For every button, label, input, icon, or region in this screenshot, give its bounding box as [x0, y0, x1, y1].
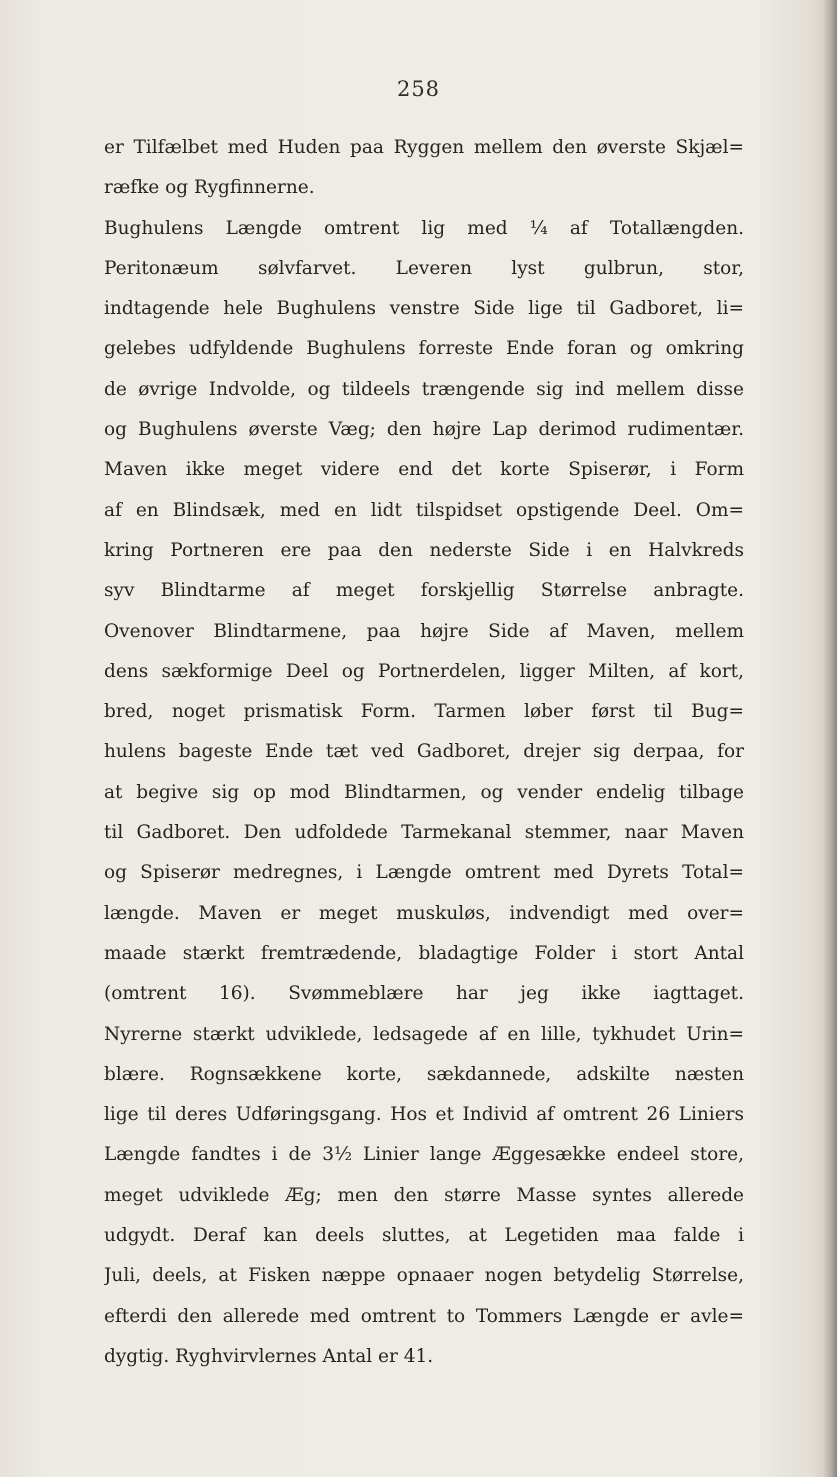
- text-line: er Tilfælbet med Huden paa Ryggen mellem den øverste Skjæl=: [104, 137, 744, 158]
- text-line: bred, noget prismatisk Form. Tarmen løber først til Bug=: [104, 701, 744, 723]
- text-line: gelebes udfyldende Bughulens forreste Ende foran og omkring: [104, 338, 744, 360]
- text-line: længde. Maven er meget muskuløs, indvendigt med over=: [104, 902, 744, 924]
- text-line: ræfke og Rygfinnerne.: [104, 177, 315, 199]
- text-line: dygtig. Ryghvirvlernes Antal er 41.: [104, 1345, 434, 1367]
- text-line: og Spiserør medregnes, i Længde omtrent med Dyrets Total=: [104, 862, 744, 884]
- text-line: kring Portneren ere paa den nederste Side i en Halvkreds: [104, 539, 744, 561]
- text-line: lige til deres Udføringsgang. Hos et Individ af omtrent 26 Liniers: [104, 1104, 744, 1126]
- text-line: syv Blindtarme af meget forskjellig Størrelse anbragte.: [104, 580, 744, 602]
- text-line: Bughulens Længde omtrent lig med ¼ af Totallængden.: [104, 217, 744, 239]
- text-line: Nyrerne stærkt udviklede, ledsagede af en lille, tykhudet Urin=: [104, 1023, 744, 1045]
- text-line: udgydt. Deraf kan deels sluttes, at Legetiden maa falde i: [104, 1225, 744, 1247]
- text-line: og Bughulens øverste Væg; den højre Lap derimod rudimentær.: [104, 419, 744, 441]
- text-line: Maven ikke meget videre end det korte Spiserør, i Form: [104, 459, 744, 481]
- text-line: hulens bageste Ende tæt ved Gadboret, drejer sig derpaa, for: [104, 741, 744, 763]
- page-number: 258: [396, 77, 441, 101]
- text-line: til Gadboret. Den udfoldede Tarmekanal stemmer, naar Maven: [104, 822, 744, 844]
- text-line: Peritonæum sølvfarvet. Leveren lyst gulbrun, stor,: [104, 257, 744, 279]
- text-line: dens sækformige Deel og Portnerdelen, ligger Milten, af kort,: [104, 660, 744, 682]
- body-text: [104, 128, 744, 1377]
- text-line: efterdi den allerede med omtrent to Tommers Længde er avle=: [104, 1305, 744, 1327]
- text-line: at begive sig op mod Blindtarmen, og vender endelig tilbage: [104, 781, 744, 803]
- text-line: de øvrige Indvolde, og tildeels trængende sig ind mellem disse: [104, 378, 744, 400]
- text-line: Juli, deels, at Fisken næppe opnaaer nogen betydelig Størrelse,: [104, 1265, 744, 1287]
- text-line: af en Blindsæk, med en lidt tilspidset opstigende Deel. Om=: [104, 499, 744, 521]
- text-line: maade stærkt fremtrædende, bladagtige Folder i stort Antal: [104, 942, 744, 964]
- text-line: blære. Rognsækkene korte, sækdannede, adskilte næsten: [104, 1063, 744, 1085]
- text-line: indtagende hele Bughulens venstre Side lige til Gadboret, li=: [104, 298, 744, 320]
- text-line: Ovenover Blindtarmene, paa højre Side af Maven, mellem: [104, 620, 744, 642]
- page-edge-shadow: [823, 0, 837, 1477]
- text-line: meget udviklede Æg; men den større Masse syntes allerede: [104, 1184, 744, 1206]
- text-line: (omtrent 16). Svømmeblære har jeg ikke iagttaget.: [104, 983, 744, 1005]
- text-line: Længde fandtes i de 3½ Linier lange Æggesække endeel store,: [104, 1144, 744, 1166]
